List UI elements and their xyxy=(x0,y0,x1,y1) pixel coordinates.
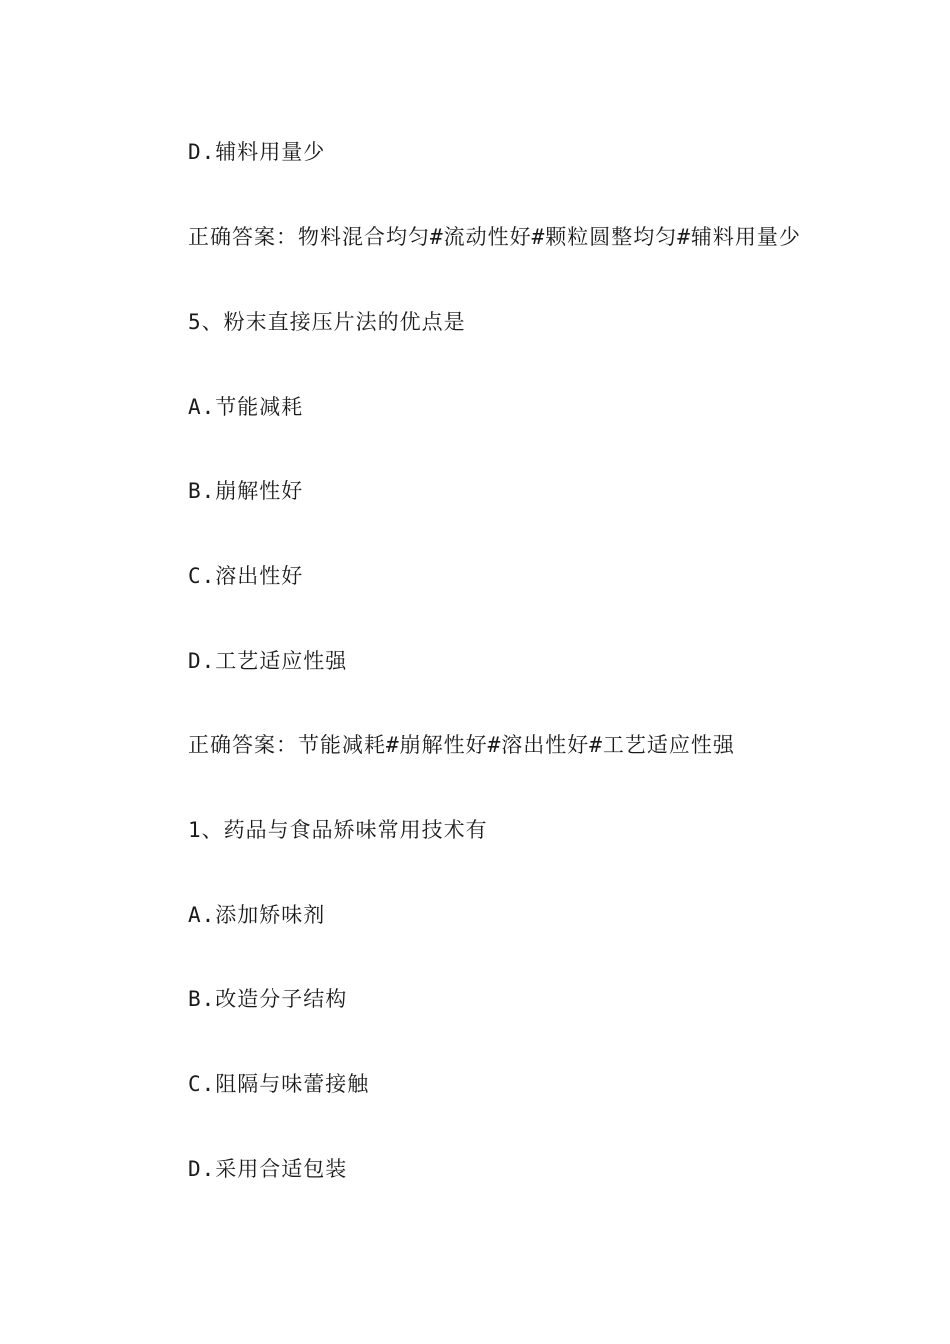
question-5: 5、粉末直接压片法的优点是 xyxy=(188,310,466,334)
question-5-answer: 正确答案：节能减耗#崩解性好#溶出性好#工艺适应性强 xyxy=(188,733,735,757)
question-1: 1、药品与食品矫味常用技术有 xyxy=(188,818,488,842)
question-5-option-b: B.崩解性好 xyxy=(188,479,304,503)
option-d-previous: D.辅料用量少 xyxy=(188,140,326,164)
question-5-option-c: C.溶出性好 xyxy=(188,564,304,588)
question-1-option-d: D.采用合适包装 xyxy=(188,1157,348,1181)
question-1-option-a: A.添加矫味剂 xyxy=(188,903,326,927)
answer-previous: 正确答案：物料混合均匀#流动性好#颗粒圆整均匀#辅料用量少 xyxy=(188,225,801,249)
question-1-option-b: B.改造分子结构 xyxy=(188,987,348,1011)
question-5-option-a: A.节能减耗 xyxy=(188,395,304,419)
question-5-option-d: D.工艺适应性强 xyxy=(188,649,348,673)
question-1-option-c: C.阻隔与味蕾接触 xyxy=(188,1072,370,1096)
